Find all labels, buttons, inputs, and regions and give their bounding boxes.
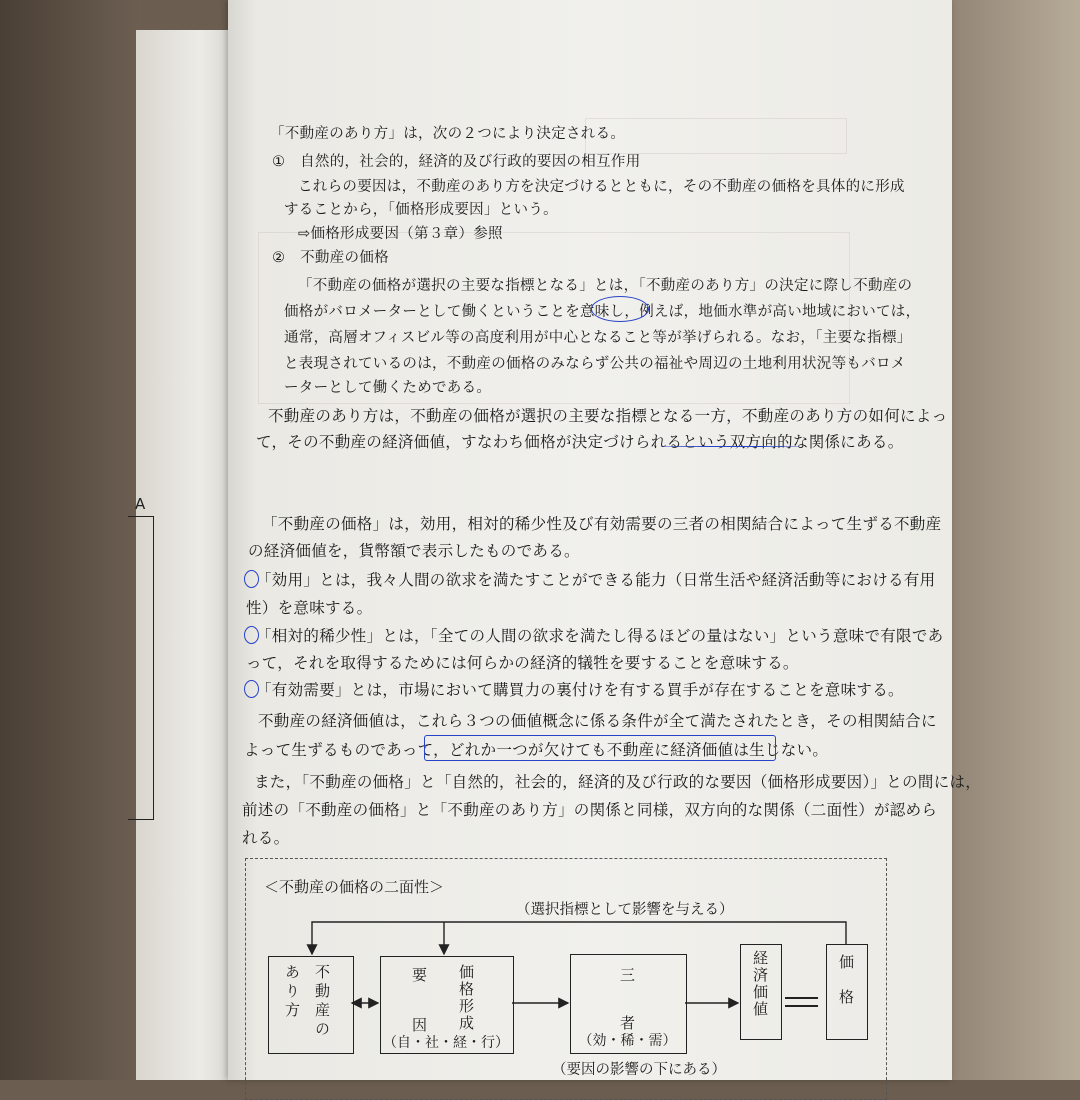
utility-definition: 性）を意味する。 [246, 599, 373, 617]
diagram-top-label: （選択指標として影響を与える） [516, 902, 734, 918]
diagram-box4-text: 経済価値 [751, 950, 769, 1018]
demand-definition: 「有効需要」とは，市場において購買力の裏付けを有する買手が存在することを意味する。 [256, 681, 904, 699]
intro-line: 「不動産のあり方」は，次の２つにより決定される。 [270, 126, 626, 142]
item2-body: 通常，高層オフィスビル等の高度利用が中心となること等が挙げられる。なお，「主要な指標」 [284, 330, 912, 346]
item1-body: これらの要因は，不動産のあり方を決定づけるとともに，その不動産の価格を具体的に形成 [298, 179, 905, 195]
item2-heading: ② 不動産の価格 [272, 250, 389, 266]
diagram-title: ＜不動産の価格の二面性＞ [264, 878, 445, 896]
diagram-box1-text: あり方 [283, 964, 301, 1021]
economic-value-text: よって生ずるものであって，どれか一つが欠けても不動産に経済価値は生じない。 [244, 741, 829, 759]
item2-body: と表現されているのは，不動産の価格のみならず公共の福祉や周辺の土地利用状況等もバロメ [284, 356, 906, 372]
definition-text: の経済価値を，貨幣額で表示したものである。 [248, 542, 580, 560]
economic-value-text: 不動産の経済価値は，これら３つの価値概念に係る条件が全て満たされたとき，その相関結合に [258, 712, 937, 730]
item1-reference: ⇨価格形成要因（第３章）参照 [298, 226, 503, 242]
summary-text: て，その不動産の経済価値，すなわち価格が決定づけられるという双方向的な関係にある。 [256, 433, 904, 451]
duality-text: 前述の「不動産の価格」と「不動産のあり方」の関係と同様，双方向的な関係（二面性）が認めら [242, 801, 938, 819]
diagram-box2-text: 価格形成 [457, 964, 475, 1032]
utility-definition: 「効用」とは，我々人間の欲求を満たすことができる能力（日常生活や経済活動等における有用 [256, 571, 936, 589]
diagram-box2-text: 要 [412, 966, 428, 984]
diagram-box3-text: 三 [620, 966, 636, 984]
item1-heading: ① 自然的，社会的，経済的及び行政的要因の相互作用 [272, 154, 641, 170]
scarcity-definition: 「相対的稀少性」とは，「全ての人間の欲求を満たし得るほどの量はない」という意味で有限であ [256, 627, 944, 645]
diagram-box2-subtext: （自・社・経・行） [383, 1035, 509, 1051]
diagram-bottom-label: （要因の影響の下にある） [552, 1062, 726, 1078]
diagram-box1-text: 不動産の [313, 964, 331, 1040]
diagram-box5-text: 価格 [837, 954, 855, 1024]
duality-text: また，「不動産の価格」と「自然的，社会的，経済的及び行政的な要因（価格形成要因）」との間には， [254, 773, 982, 791]
diagram-box3-text: 者 [620, 1014, 636, 1032]
duality-text: れる。 [242, 829, 290, 847]
diagram-box2-text: 因 [412, 1016, 428, 1034]
item2-body: ーターとして働くためである。 [284, 380, 492, 396]
item2-body: 価格がバロメーターとして働くということを意味し，例えば，地価水準が高い地域においては， [284, 304, 921, 320]
left-page-letter: A [135, 495, 146, 513]
item2-body: 「不動産の価格が選択の主要な指標となる」とは，「不動産のあり方」の決定に際し不動産の [298, 278, 913, 294]
scarcity-definition: って，それを取得するためには何らかの経済的犠牲を要することを意味する。 [246, 654, 799, 672]
item1-body: することから，「価格形成要因」という。 [284, 202, 558, 218]
diagram-box-real-estate-condition [268, 956, 354, 1054]
diagram-box3-subtext: （効・稀・需） [578, 1033, 677, 1049]
summary-text: 不動産のあり方は，不動産の価格が選択の主要な指標となる一方，不動産のあり方の如何によっ [268, 407, 948, 425]
definition-text: 「不動産の価格」は，効用，相対的稀少性及び有効需要の三者の相関結合によって生ずる不動産 [262, 515, 942, 533]
